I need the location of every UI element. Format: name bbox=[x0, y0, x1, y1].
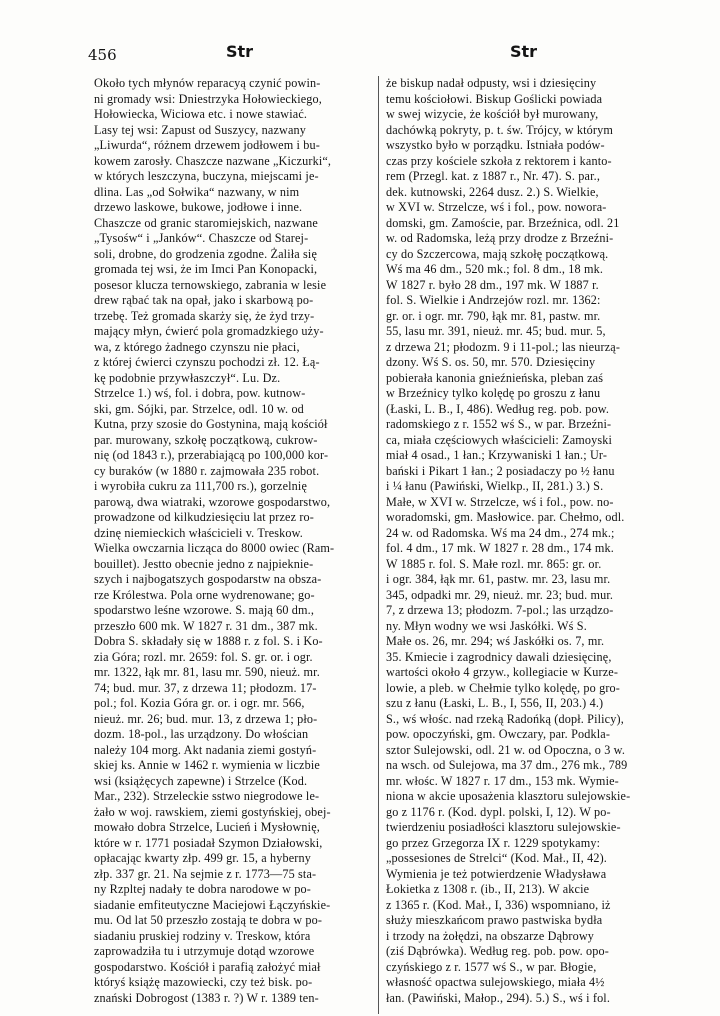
text-line: własność opactwa sulejowskiego, miała 4½ bbox=[386, 975, 605, 989]
text-line: w swej wizycie, że kościół był murowany, bbox=[386, 107, 599, 121]
text-line: dachówką pokryty, p. t. św. Trójcy, w którym bbox=[386, 122, 613, 137]
text-line: „Liwurda“, różnem drzewem jodłowem i bu- bbox=[94, 138, 320, 152]
text-line: Wś ma 46 dm., 520 mk.; fol. 8 dm., 18 mk. bbox=[386, 262, 604, 276]
text-line: go z 1176 r. (Kod. dypl. polski, I, 12). W po- bbox=[386, 804, 611, 819]
text-line: ny Rzpltej nadały te dobra narodowe w po- bbox=[94, 882, 311, 896]
text-line: wartości około 4 grzyw., kollegiacie w Kurze- bbox=[386, 665, 619, 679]
text-line: fol. 4 dm., 17 mk. W 1827 r. 28 dm., 174 mk. bbox=[386, 541, 614, 555]
text-line: żało w woj. rawskiem, ziemi gostyńskiej, obej- bbox=[94, 804, 331, 819]
text-line: drzewo laskowe, bukowe, jodłowe i inne. bbox=[94, 200, 303, 214]
running-head bbox=[88, 42, 664, 64]
text-line: bański i Pikart 1 łan.; 2 posiadaczy po ½ łanu bbox=[386, 463, 615, 478]
text-line: drew rąbać tak na opał, jako i skarbową po- bbox=[94, 293, 314, 307]
running-headword-right: Str bbox=[510, 42, 538, 61]
text-line: Około tych młynów reparacyą czynić powin- bbox=[94, 76, 321, 90]
text-line: parową, dwa wiatraki, wzorowe gospodarstwo, bbox=[94, 494, 331, 509]
text-line: ski, gm. Sójki, par. Strzelce, odl. 10 w. od bbox=[94, 401, 304, 416]
text-line: zaprowadziła tu i utrzymuje dotąd wzorowe bbox=[94, 944, 315, 958]
text-line: złp. 337 gr. 21. Na sejmie z r. 1773—75 sta- bbox=[94, 866, 317, 881]
text-line: spodarstwo leśne wzorowe. S. mają 60 dm., bbox=[94, 603, 315, 617]
text-line: Kutna, przy szosie do Gostynina, mają kościół bbox=[94, 417, 328, 431]
text-line: posesor klucza ternowskiego, zabrania w lesie bbox=[94, 277, 327, 292]
text-line: mowało dobra Strzelce, Lucień i Mysłownię, bbox=[94, 820, 320, 834]
text-line: trzebę. Też gromada skarży się, że żyd trzy- bbox=[94, 308, 315, 323]
text-line: Łokietka z 1308 r. (ib., II, 213). W akcie bbox=[386, 882, 590, 896]
right-text-column bbox=[386, 76, 666, 1006]
text-line: mr. 1322, łąk mr. 81, lasu mr. 590, nieuż. mr. bbox=[94, 665, 320, 679]
text-line: dozm. 18-pol., las urządzony. Do włościan bbox=[94, 727, 309, 741]
text-line: wsi (książęcych zapewne) i Strzelce (Kod. bbox=[94, 773, 308, 788]
text-line: i ¼ łanu (Pawiński, Wielkp., II, 281.) 3.) S. bbox=[386, 479, 604, 493]
text-line: że biskup nadał odpusty, wsi i dziesięciny bbox=[386, 76, 597, 90]
text-line: pobierała kanonia gnieźnieńska, pleban zaś bbox=[386, 370, 604, 385]
text-line: par. murowany, szkołę początkową, cukrow- bbox=[94, 432, 318, 447]
text-line: w. od Radomska, leżą przy drodze z Brzeźni- bbox=[386, 231, 614, 245]
text-line: niona w akcie uposażenia klasztoru sulejowskie- bbox=[386, 789, 631, 803]
text-line: S., wś włośc. nad rzeką Radońką (dopł. Pilicy), bbox=[386, 711, 624, 726]
text-line: 24 w. od Radomska. Wś ma 24 dm., 274 mk.; bbox=[386, 525, 615, 540]
text-line: siadanie emfiteutyczne Maciejowi Łączyńskie- bbox=[94, 897, 331, 912]
text-line: dek. kutnowski, 2264 dusz. 2.) S. Wielkie, bbox=[386, 184, 599, 199]
text-line: z której ćwierci czynszu pochodzi zł. 12. Łą- bbox=[94, 355, 320, 369]
text-line: które w r. 1771 posiadał Szymon Działowski, bbox=[94, 835, 323, 850]
text-line: pow. opoczyński, gm. Owczary, par. Podkla- bbox=[386, 727, 611, 741]
text-line: W 1827 r. było 28 dm., 197 mk. W 1887 r. bbox=[386, 277, 599, 292]
text-line: szych i najbogatszych gospodarstw na obsza- bbox=[94, 572, 322, 586]
text-line: radomskiego z r. 1552 wś S., w par. Brzeźni- bbox=[386, 417, 612, 431]
text-line: czas przy kościele szkoła z rektorem i kanto- bbox=[386, 153, 612, 168]
text-line: i ogr. 384, łąk mr. 61, pastw. mr. 23, lasu mr. bbox=[386, 572, 611, 586]
column-divider bbox=[378, 76, 379, 1014]
text-line: służy mieszkańcom prawo pastwiska bydła bbox=[386, 913, 603, 927]
text-line: 35. Kmiecie i zagrodnicy dawali dziesięcinę, bbox=[386, 649, 612, 664]
text-line: znański Dobrogost (1383 r. ?) W r. 1389 ten- bbox=[94, 990, 319, 1005]
text-line: Małe os. 26, mr. 294; wś Jaskółki os. 7, mr. bbox=[386, 634, 605, 648]
text-line: należy 104 morg. Akt nadania ziemi gostyń- bbox=[94, 742, 317, 757]
text-line: któryś książę mazowiecki, czy też bisk. po- bbox=[94, 975, 313, 989]
text-line: siadaniu pruskiej rodziny v. Treskow, która bbox=[94, 928, 311, 943]
text-line: „possesiones de Strelci“ (Kod. Mał., II, 42). bbox=[386, 851, 607, 865]
text-line: Strzelce 1.) wś, fol. i dobra, pow. kutnow- bbox=[94, 386, 306, 400]
text-line: 55, lasu mr. 391, nieuż. mr. 45; bud. mur. 5, bbox=[386, 324, 606, 338]
text-line: rze Królestwa. Pola orne wydrenowane; go- bbox=[94, 587, 315, 602]
text-line: (ziś Dąbrówka). Według reg. pob. pow. opo- bbox=[386, 944, 609, 958]
text-line: nieuż. mr. 26; bud. mur. 13, z drzewa 1; pło- bbox=[94, 711, 318, 726]
text-line: z drzewa 21; płodozm. 9 i 11-pol.; las nieurzą- bbox=[386, 339, 621, 354]
left-text-column bbox=[94, 76, 374, 1006]
text-line: 7, z drzewa 13; płodozm. 7-pol.; las urządzo- bbox=[386, 603, 614, 617]
text-line: gospodarstwo. Kościół i parafią założyć miał bbox=[94, 959, 321, 974]
text-line: gromada tej wsi, że im Imci Pan Konopacki, bbox=[94, 262, 318, 276]
text-line: pol.; fol. Kozia Góra gr. or. i ogr. mr. 566, bbox=[94, 696, 305, 710]
text-line: w których leszczyna, buczyna, miejscami je- bbox=[94, 169, 319, 183]
text-line: i trzody na żołędzi, na obszarze Dąbrowy bbox=[386, 928, 595, 943]
text-line: Małe, w XVI w. Strzelcze, wś i fol., pow. no- bbox=[386, 494, 614, 509]
text-line: w XVI w. Strzelcze, wś i fol., pow. nowora- bbox=[386, 200, 607, 214]
text-line: zia Góra; rozl. mr. 2659: fol. S. gr. or. i ogr. bbox=[94, 649, 313, 664]
text-line: kowem zarosły. Chaszcze nazwane „Kiczurki“, bbox=[94, 153, 332, 168]
text-line: Chaszcze od granic staromiejskich, nazwane bbox=[94, 215, 318, 230]
text-line: Wymienia je też potwierdzenie Władysława bbox=[386, 866, 607, 881]
text-line: dlina. Las „od Sołwika“ nazwany, w nim bbox=[94, 184, 300, 199]
text-line: ny. Młyn wodny we wsi Jaskółki. Wś S. bbox=[386, 618, 587, 633]
text-line: „Tysośw“ i „Janków“. Chaszcze od Starej- bbox=[94, 231, 309, 245]
text-line: na wsch. od Sulejowa, ma 37 dm., 276 mk., 789 bbox=[386, 758, 628, 772]
text-line: fol. S. Wielkie i Andrzejów rozl. mr. 1362: bbox=[386, 293, 601, 307]
text-line: lowie, a pleb. w Chełmie tylko kolędę, po gro- bbox=[386, 680, 621, 695]
page-number: 456 bbox=[88, 46, 117, 64]
text-line: i wyrobiła cukru za 111,700 rs.), gorzelnię bbox=[94, 479, 308, 493]
text-line: wszystko było w porządku. Istniała podów- bbox=[386, 138, 605, 152]
text-line: ni gromady wsi: Dniestrzyka Hołowieckiego, bbox=[94, 91, 322, 106]
text-line: z 1365 r. (Kod. Mał., I, 336) wspomniano, iż bbox=[386, 897, 611, 912]
text-line: wa, z którego żadnego czynszu nie płaci, bbox=[94, 339, 300, 354]
text-line: Dobra S. składały się w 1888 r. z fol. S. i Ko- bbox=[94, 634, 323, 648]
text-line: czyńskiego z r. 1577 wś S., w par. Błogie, bbox=[386, 959, 597, 974]
text-line: dzony. Wś S. os. 50, mr. 570. Dziesięciny bbox=[386, 355, 596, 369]
text-line: cy do Szczercowa, mają szkołę początkową. bbox=[386, 246, 609, 261]
text-line: ca, miała częściowych właścicieli: Zamoyski bbox=[386, 432, 613, 447]
text-line: rem (Przegl. kat. z 1887 r., Nr. 47). S. par., bbox=[386, 169, 601, 183]
text-line: mr. włośc. W 1827 r. 17 dm., 153 mk. Wymie- bbox=[386, 773, 619, 788]
text-line: W 1885 r. fol. S. Małe rozl. mr. 865: gr. or. bbox=[386, 556, 602, 571]
text-line: łan. (Pawiński, Małop., 294). 5.) S., wś i fol. bbox=[386, 990, 611, 1005]
text-line: (Łaski, L. B., I, 486). Według reg. pob. pow. bbox=[386, 401, 610, 416]
text-line: soli, drobne, do grodzenia zgodne. Żaliła się bbox=[94, 246, 318, 261]
text-line: gr. or. i ogr. mr. 790, łąk mr. 81, pastw. mr. bbox=[386, 308, 601, 323]
text-line: Wielka owczarnia licząca do 8000 owiec (Ram- bbox=[94, 541, 335, 555]
text-line: dzinę niemieckich właścicieli v. Treskow. bbox=[94, 525, 303, 540]
text-line: szu z łanu (Łaski, L. B., I, 556, II, 203.) 4.) bbox=[386, 696, 604, 710]
text-line: go przez Grzegorza IX r. 1229 spotykamy: bbox=[386, 835, 601, 850]
text-line: przeszło 600 mk. W 1827 r. 31 dm., 387 mk. bbox=[94, 618, 318, 633]
text-line: miał 4 osad., 1 łan.; Krzywaniski 1 łan.; Ur- bbox=[386, 448, 608, 462]
text-line: mający młyn, ćwierć pola gromadzkiego uży- bbox=[94, 324, 324, 338]
text-line: 74; bud. mur. 37, z drzewa 11; płodozm. 17- bbox=[94, 680, 317, 695]
text-line: kę podobnie przywłaszczył“. Lu. Dz. bbox=[94, 370, 281, 385]
text-line: prowadzone od kilkudziesięciu lat przez ro- bbox=[94, 510, 314, 524]
text-line: Hołowiecka, Wiciowa etc. i nowe stawiać. bbox=[94, 107, 308, 121]
text-line: Mar., 232). Strzeleckie sstwo niegrodowe le- bbox=[94, 789, 320, 803]
text-line: temu kościołowi. Biskup Goślicki powiada bbox=[386, 91, 603, 106]
text-line: Lasy tej wsi: Zapust od Suszycy, nazwany bbox=[94, 122, 307, 137]
text-line: nię (od 1843 r.), przerabiającą po 100,000 kor- bbox=[94, 448, 329, 462]
text-line: woradomski, gm. Masłowice. par. Chełmo, odl. bbox=[386, 510, 625, 524]
text-line: 345, odpadki mr. 29, nieuż. mr. 23; bud. mur. bbox=[386, 587, 614, 602]
text-line: bouillet). Jestto obecnie jedno z najpieknie- bbox=[94, 556, 314, 571]
text-line: opłacając kwarty złp. 499 gr. 15, a hyberny bbox=[94, 851, 311, 865]
text-line: w Brzeźnicy tylko kolędę po groszu z łanu bbox=[386, 386, 601, 400]
text-line: cy buraków (w 1880 r. zajmowała 235 robot. bbox=[94, 463, 320, 478]
running-headword-left: Str bbox=[226, 42, 254, 61]
text-line: twierdzeniu posiadłości klasztoru sulejowskie- bbox=[386, 820, 621, 834]
text-line: sztor Sulejowski, odl. 21 w. od Opoczna, o 3 w. bbox=[386, 742, 626, 757]
text-line: mu. Od lat 50 przeszło zostają te dobra w po- bbox=[94, 913, 323, 927]
text-line: domski, gm. Zamoście, par. Brzeźnica, odl. 21 bbox=[386, 215, 620, 230]
text-line: skiej ks. Annie w 1462 r. wymienia w liczbie bbox=[94, 758, 320, 772]
